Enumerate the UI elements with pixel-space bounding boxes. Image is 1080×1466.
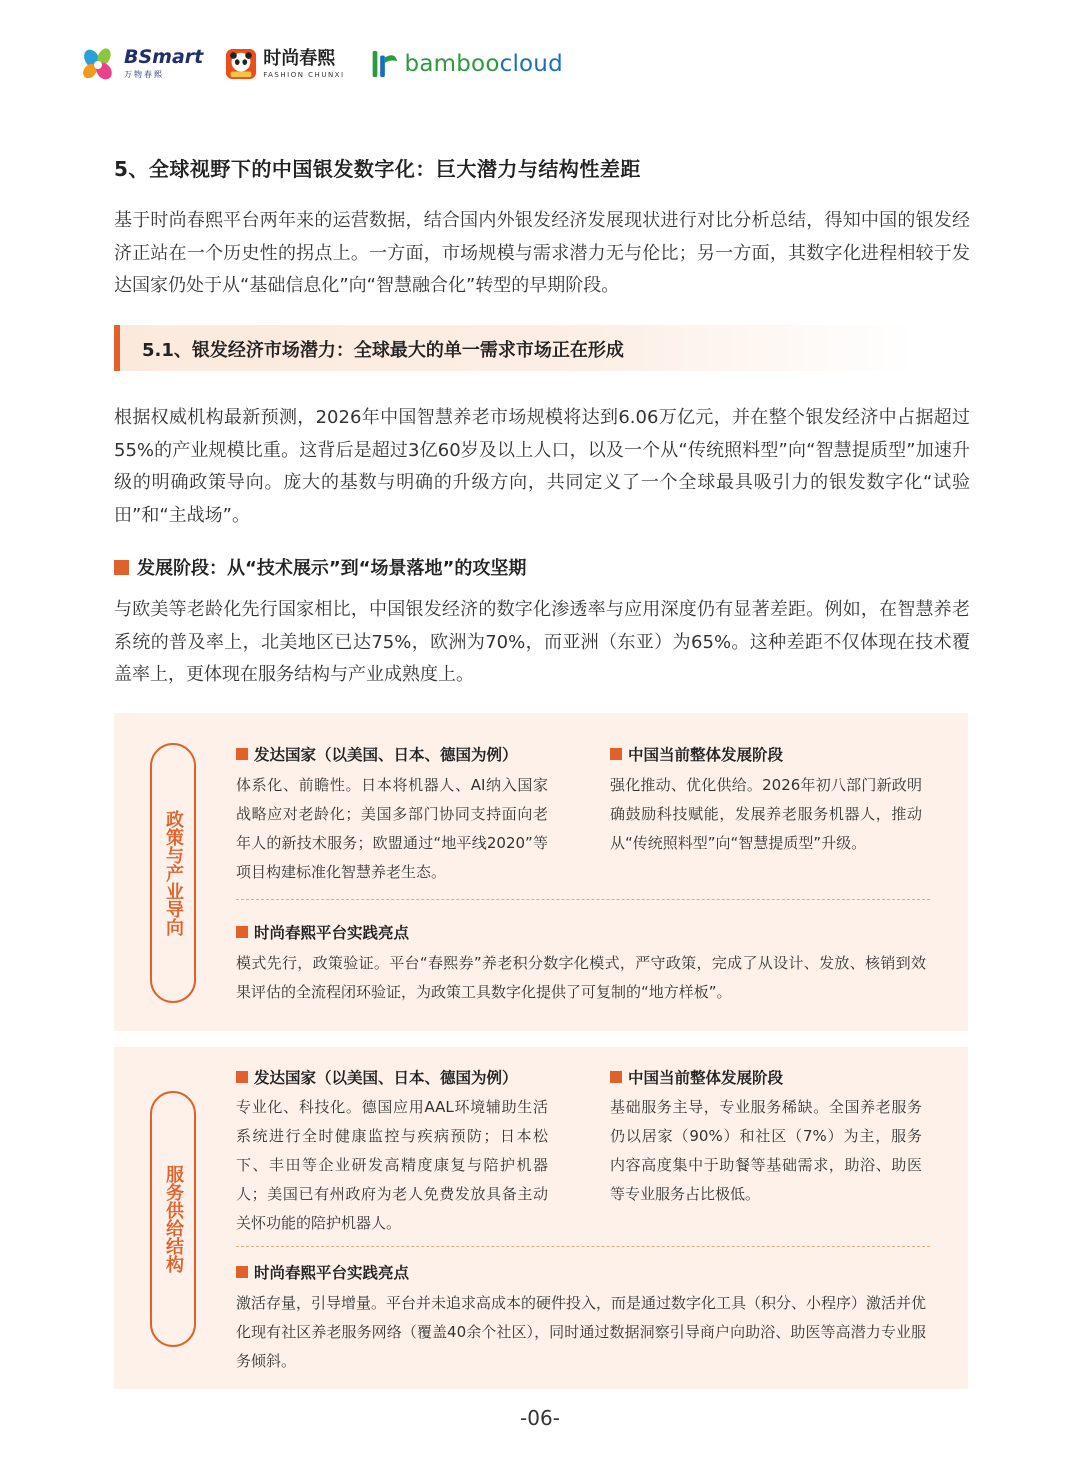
fashion-chunxi-logo-text: 时尚春熙 — [263, 47, 336, 69]
bamboocloud-logo — [367, 48, 563, 80]
bsmart-logo-subtext: 万物春熙 — [124, 70, 164, 79]
comparison-panel-policy — [114, 713, 968, 1031]
platform-body: 模式先行，政策验证。平台“春熙券”养老积分数字化模式，严守政策，完成了从设计、发放、核销到效果评估的全流程闭环验证，为政策工具数字化提供了可复制的“地方样板”。 — [236, 954, 926, 1001]
china-body: 基础服务主导，专业服务稀缺。全国养老服务仍以居家（90%）和社区（7%）为主，服务内容高度集中于助餐等基础需求，助浴、助医等专业服务占比极低。 — [610, 1098, 922, 1203]
stage-title: 发展阶段：从“技术展示”到“场景落地”的攻坚期 — [137, 558, 527, 579]
square-bullet-icon — [610, 1071, 622, 1083]
panel-label: 政策与产业导向 — [163, 810, 184, 936]
china-heading: 中国当前整体发展阶段 — [610, 743, 783, 765]
developed-heading: 发达国家（以美国、日本、德国为例） — [236, 743, 518, 765]
panel-label-pill — [150, 1091, 196, 1347]
fashion-chunxi-logo — [225, 48, 344, 80]
developed-body: 专业化、科技化。德国应用AAL环境辅助生活系统进行全时健康监控与疾病预防；日本松下、丰田等企业研发高精度康复与陪护机器人；美国已有州政府为老人免费发放具备主动关怀功能的陪护机器人。 — [236, 1098, 548, 1232]
section-5-title: 5、全球视野下的中国银发数字化：巨大潜力与结构性差距 — [114, 157, 641, 181]
bamboocloud-logo-text: bamboocloud — [404, 51, 563, 77]
dashed-divider — [236, 899, 930, 900]
fashion-chunxi-logo-subtext: FASHION CHUNXI — [263, 70, 345, 79]
platform-heading: 时尚春熙平台实践亮点 — [236, 921, 409, 943]
china-heading: 中国当前整体发展阶段 — [610, 1066, 783, 1088]
bamboo-leaf-icon — [367, 48, 399, 80]
stage-subheading — [114, 554, 526, 580]
section-5-intro: 基于时尚春熙平台两年来的运营数据，结合国内外银发经济发展现状进行对比分析总结，得知中国的银发经济正站在一个历史性的拐点上。一方面，市场规模与需求潜力无与伦比；另一方面，其数字化进程相较于发达国家仍处于从“基础信息化”向“智慧融合化”转型的早期阶段。 — [114, 210, 970, 296]
header-logos — [80, 44, 563, 84]
china-body: 强化推动、优化供给。2026年初八部门新政明确鼓励科技赋能，发展养老服务机器人，推动从“传统照料型”向“智慧提质型”升级。 — [610, 776, 922, 852]
panel-label: 服务供给结构 — [163, 1165, 184, 1273]
dashed-divider — [236, 1246, 930, 1247]
platform-heading: 时尚春熙平台实践亮点 — [236, 1261, 409, 1283]
square-bullet-icon — [236, 748, 248, 760]
page-number: -06- — [520, 1406, 560, 1430]
comparison-panel-service — [114, 1047, 968, 1389]
bsmart-logo-text: BSmart — [124, 46, 204, 68]
square-bullet-icon — [236, 1266, 248, 1278]
square-bullet-icon — [236, 926, 248, 938]
bsmart-flower-icon — [80, 47, 118, 81]
section-5-1-title: 5.1、银发经济市场潜力：全球最大的单一需求市场正在形成 — [142, 340, 624, 361]
square-bullet-icon — [610, 748, 622, 760]
panel-label-pill — [150, 743, 196, 1003]
platform-body: 激活存量，引导增量。平台并未追求高成本的硬件投入，而是通过数字化工具（积分、小程序）激活并优化现有社区养老服务网络（覆盖40余个社区），同时通过数据洞察引导商户向助浴、助医等高潜力专业服务倾斜。 — [236, 1294, 927, 1370]
square-bullet-icon — [236, 1071, 248, 1083]
section-5-1-body: 根据权威机构最新预测，2026年中国智慧养老市场规模将达到6.06万亿元，并在整个银发经济中占据超过55%的产业规模比重。这背后是超过3亿60岁及以上人口，以及一个从“传统照料型”向“智慧提质型”加速升级的明确政策导向。庞大的基数与明确的升级方向，共同定义了一个全球最具吸引力的银发数字化“试验田”和“主战场”。 — [114, 407, 970, 526]
developed-body: 体系化、前瞻性。日本将机器人、AI纳入国家战略应对老龄化；美国多部门协同支持面向老年人的新技术服务；欧盟通过“地平线2020”等项目构建标准化智慧养老生态。 — [236, 776, 548, 881]
stage-body: 与欧美等老龄化先行国家相比，中国银发经济的数字化渗透率与应用深度仍有显著差距。例如，在智慧养老系统的普及率上，北美地区已达75%，欧洲为70%，而亚洲（东亚）为65%。这种差距不仅体现在技术覆盖率上，更体现在服务结构与产业成熟度上。 — [114, 599, 970, 685]
bsmart-logo — [80, 47, 203, 81]
section-5-1-header — [114, 325, 914, 371]
developed-heading: 发达国家（以美国、日本、德国为例） — [236, 1066, 518, 1088]
panda-icon — [225, 48, 257, 80]
square-bullet-icon — [114, 560, 129, 575]
